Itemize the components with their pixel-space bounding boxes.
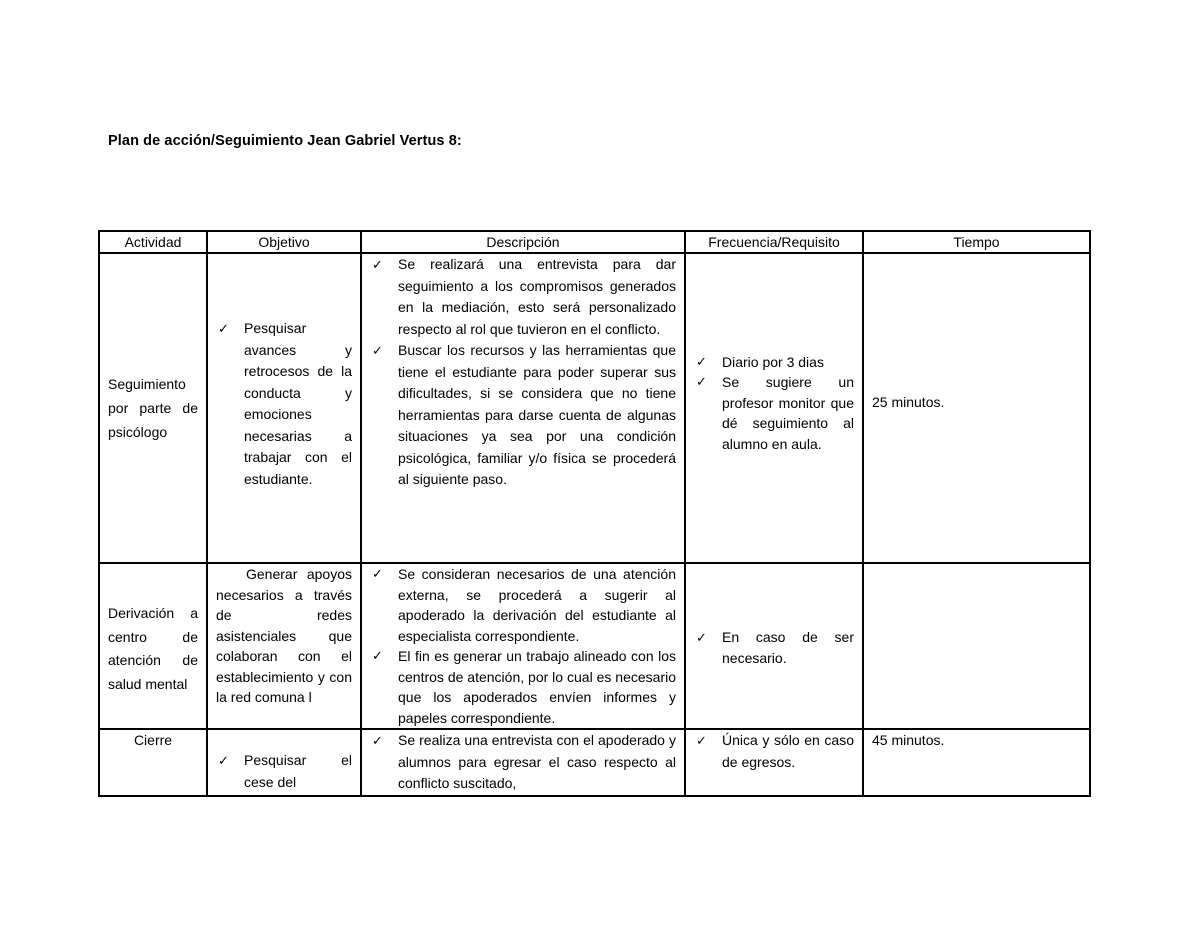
cell-actividad [99, 563, 207, 729]
list-item: ✓ Se realiza una entrevista con el apoderado y alumnos para egresar el caso respecto al conflicto suscitado, [372, 732, 676, 791]
cell-frecuencia [685, 729, 863, 796]
cell-actividad [99, 729, 207, 796]
check-icon: ✓ [696, 629, 707, 645]
check-icon: ✓ [218, 321, 229, 336]
check-icon: ✓ [372, 566, 383, 581]
list-item: ✓ Única y sólo en caso de egresos. [696, 732, 854, 770]
cell-frecuencia [685, 563, 863, 729]
actividad-text: Derivación a centro de atención de salud mental [108, 605, 198, 692]
list-item: ✓ Se realizará una entrevista para dar seguimiento a los compromisos generados en la mediación, esto será personalizado respecto al rol que tuvieron en el conflicto. [372, 256, 676, 337]
check-icon: ✓ [372, 648, 383, 663]
list-item: ✓ Buscar los recursos y las herramientas que tiene el estudiante para poder superar sus dificultades, si se considera que no tiene herramientas para darse cuenta de algunas situaciones ya sea por una condición psicológica, familiar y/o física se procederá al siguiente paso. [372, 342, 676, 487]
page-title: Plan de acción/Seguimiento Jean Gabriel Vertus 8: [108, 133, 462, 149]
objetivo-text: Generar apoyos necesarios a través de redes asistenciales que colaboran con el establecimiento y con la red comuna l [216, 566, 352, 705]
check-icon: ✓ [696, 374, 707, 390]
cell-descripcion [361, 563, 685, 729]
cell-actividad [99, 253, 207, 563]
cell-tiempo [863, 253, 1090, 563]
header-frecuencia: Frecuencia/Requisito [685, 231, 863, 253]
cell-tiempo [863, 563, 1090, 729]
list-item: ✓ El fin es generar un trabajo alineado con los centros de atención, por lo cual es necesario que los apoderados envíen informes y papeles correspondiente. [372, 648, 676, 726]
tiempo-text: 45 minutos. [872, 732, 945, 748]
table-row [99, 563, 1090, 729]
table-row [99, 729, 1090, 796]
action-plan-table [98, 230, 1091, 797]
cell-descripcion [361, 253, 685, 563]
actividad-text: Seguimiento por parte de psicólogo [108, 376, 198, 440]
list-item: ✓ Pesquisar el cese del [218, 752, 352, 790]
check-icon: ✓ [372, 257, 383, 272]
cell-objetivo [207, 563, 361, 729]
header-tiempo: Tiempo [863, 231, 1090, 253]
list-item: ✓ Se consideran necesarios de una atención externa, se procederá a sugerir al apoderado la derivación del estudiante al especialista correspondiente. [372, 566, 676, 644]
check-icon: ✓ [696, 733, 707, 748]
cell-objetivo [207, 729, 361, 796]
check-icon: ✓ [372, 733, 383, 748]
check-icon: ✓ [218, 753, 229, 768]
header-objetivo: Objetivo [207, 231, 361, 253]
header-actividad: Actividad [99, 231, 207, 253]
cell-descripcion [361, 729, 685, 796]
check-icon: ✓ [696, 353, 707, 369]
list-item: ✓ Se sugiere un profesor monitor que dé seguimiento al alumno en aula. [696, 374, 854, 452]
check-icon: ✓ [372, 343, 383, 358]
list-item: ✓ Pesquisar avances y retrocesos de la conducta y emociones necesarias a trabajar con el estudiante. [218, 320, 352, 487]
actividad-text: Cierre [133, 732, 173, 748]
table-row [99, 253, 1090, 563]
list-item: ✓ Diario por 3 dias [694, 352, 854, 373]
cell-tiempo [863, 729, 1090, 796]
cell-frecuencia [685, 253, 863, 563]
list-item: ✓ En caso de ser necesario. [696, 628, 854, 666]
cell-objetivo [207, 253, 361, 563]
tiempo-text: 25 minutos. [872, 394, 945, 411]
table-header-row [99, 231, 1090, 253]
header-descripcion: Descripción [361, 231, 685, 253]
